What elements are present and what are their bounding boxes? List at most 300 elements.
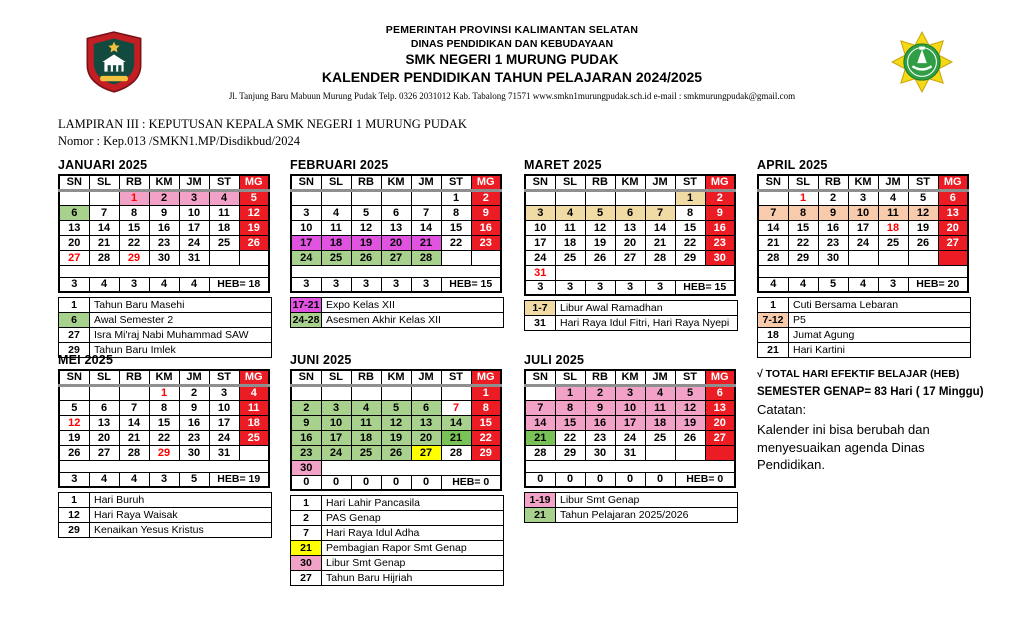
day-header-sl: SL: [788, 175, 818, 190]
day-header-rb: RB: [119, 370, 149, 385]
week-row: [758, 220, 968, 235]
date-cell: 28: [119, 445, 149, 460]
date-cell: 8: [149, 400, 179, 415]
date-cell: 21: [645, 235, 675, 250]
date-cell: 25: [321, 250, 351, 265]
date-cell: 2: [705, 190, 735, 205]
legend-table-juli-2025: [524, 492, 738, 523]
week-row: [291, 235, 501, 250]
month-juli-2025: [524, 353, 740, 523]
legend-text: Hari Kartini: [789, 343, 971, 358]
date-cell: 21: [119, 430, 149, 445]
legend-key: 6: [59, 313, 90, 328]
date-cell: 24: [291, 250, 321, 265]
count-cell: 3: [59, 472, 89, 487]
legend-key: 7-12: [758, 313, 789, 328]
count-cell: 3: [411, 277, 441, 292]
date-cell: 6: [381, 205, 411, 220]
count-cell: 4: [788, 277, 818, 292]
date-cell: 14: [525, 415, 555, 430]
legend-text: PAS Genap: [322, 511, 504, 526]
day-header-st: ST: [908, 175, 938, 190]
date-cell: 25: [645, 430, 675, 445]
date-cell: 20: [615, 235, 645, 250]
month-title: MARET 2025: [524, 158, 602, 172]
legend-key: 12: [59, 508, 90, 523]
date-cell: 31: [209, 445, 239, 460]
date-cell: 6: [938, 190, 968, 205]
legend-key: 17-21: [291, 298, 322, 313]
count-cell: 3: [555, 280, 585, 295]
date-cell: 25: [239, 430, 269, 445]
count-cell: 0: [645, 472, 675, 487]
date-cell: 24: [615, 430, 645, 445]
date-cell: 6: [411, 400, 441, 415]
week-row: [525, 235, 735, 250]
date-cell: 22: [471, 430, 501, 445]
empty-cell: [758, 190, 788, 205]
empty-cell: [411, 385, 441, 400]
week-row: [59, 430, 269, 445]
date-cell: 21: [525, 430, 555, 445]
legend-text: Tahun Baru Imlek: [90, 343, 272, 358]
calendar-table-januari-2025: [58, 174, 270, 293]
date-cell: 9: [818, 205, 848, 220]
empty-cell: [321, 385, 351, 400]
spacer-row: [758, 265, 968, 277]
week-row: [525, 400, 735, 415]
date-cell: 22: [441, 235, 471, 250]
date-cell: 19: [585, 235, 615, 250]
day-header-mg: MG: [705, 370, 735, 385]
date-cell: 15: [471, 415, 501, 430]
date-cell: 27: [938, 235, 968, 250]
letterhead: [182, 24, 842, 101]
week-row: [291, 250, 501, 265]
date-cell: 20: [411, 430, 441, 445]
calendar-table-april-2025: [757, 174, 969, 293]
month-title: APRIL 2025: [757, 158, 828, 172]
date-cell: 3: [848, 190, 878, 205]
day-header-jm: JM: [645, 175, 675, 190]
date-cell: 5: [585, 205, 615, 220]
date-cell: 16: [818, 220, 848, 235]
legend-row: [291, 526, 504, 541]
day-header-jm: JM: [179, 370, 209, 385]
legend-row: [59, 298, 272, 313]
month-title: MEI 2025: [58, 353, 114, 367]
day-header-sn: SN: [758, 175, 788, 190]
date-cell: 4: [321, 205, 351, 220]
legend-key: 1: [59, 298, 90, 313]
date-cell: 24: [321, 445, 351, 460]
heb-total-note: √ TOTAL HARI EFEKTIF BELAJAR (HEB): [757, 368, 960, 380]
legend-key: 7: [291, 526, 322, 541]
date-cell: 5: [381, 400, 411, 415]
count-cell: 5: [179, 472, 209, 487]
date-cell: 17: [179, 220, 209, 235]
empty-cell: [555, 190, 585, 205]
date-cell: 15: [119, 220, 149, 235]
day-header-st: ST: [209, 370, 239, 385]
week-row: [525, 415, 735, 430]
school-name: SMK NEGERI 1 MURUNG PUDAK: [405, 52, 619, 67]
school-logo-icon: [887, 30, 957, 99]
legend-key: 1: [59, 493, 90, 508]
empty-cell: [321, 190, 351, 205]
empty-cell: [411, 190, 441, 205]
count-cell: 0: [411, 475, 441, 490]
legend-key: 21: [525, 508, 556, 523]
date-cell: 26: [351, 250, 381, 265]
date-cell: 16: [705, 220, 735, 235]
legend-row: [758, 343, 971, 358]
month-mei-2025: [58, 353, 274, 538]
calendar-table-juni-2025: [290, 369, 502, 491]
count-cell: 0: [291, 475, 321, 490]
date-cell: 1: [149, 385, 179, 400]
legend-row: [525, 316, 738, 331]
date-cell: 13: [705, 400, 735, 415]
calendar-table-juli-2025: [524, 369, 736, 488]
empty-cell: [239, 250, 269, 265]
date-cell: 1: [471, 385, 501, 400]
day-header-mg: MG: [938, 175, 968, 190]
date-cell: 27: [381, 250, 411, 265]
date-cell: 14: [758, 220, 788, 235]
legend-table-februari-2025: [290, 297, 504, 328]
legend-text: Pembagian Rapor Smt Genap: [322, 541, 504, 556]
count-cell: 4: [848, 277, 878, 292]
month-title: JANUARI 2025: [58, 158, 148, 172]
day-header-rb: RB: [351, 175, 381, 190]
count-cell: 0: [615, 472, 645, 487]
month-title: JUNI 2025: [290, 353, 352, 367]
legend-text: Hari Lahir Pancasila: [322, 496, 504, 511]
spacer-row: [525, 460, 735, 472]
date-cell: 16: [585, 415, 615, 430]
date-cell: 27: [705, 430, 735, 445]
notes-panel: [757, 368, 987, 474]
date-cell: 28: [758, 250, 788, 265]
lampiran-block: [58, 116, 467, 150]
lampiran-line1: LAMPIRAN III : KEPUTUSAN KEPALA SMK NEGERI 1 MURUNG PUDAK: [58, 117, 467, 131]
date-cell: 9: [179, 400, 209, 415]
date-cell: 24: [209, 430, 239, 445]
day-header-sn: SN: [525, 175, 555, 190]
legend-table-maret-2025: [524, 300, 738, 331]
day-header-mg: MG: [471, 175, 501, 190]
date-cell: 13: [89, 415, 119, 430]
count-cell: 0: [351, 475, 381, 490]
date-cell: 12: [59, 415, 89, 430]
date-cell: 4: [351, 400, 381, 415]
date-cell: 17: [615, 415, 645, 430]
day-header-sn: SN: [291, 175, 321, 190]
date-cell: 10: [179, 205, 209, 220]
heb-cell: HEB= 18: [209, 277, 269, 292]
week-row: [525, 190, 735, 205]
date-cell: 21: [441, 430, 471, 445]
heb-cell: HEB= 20: [908, 277, 968, 292]
date-cell: 29: [788, 250, 818, 265]
legend-row: [758, 298, 971, 313]
empty-cell: [938, 250, 968, 265]
day-header-sl: SL: [89, 370, 119, 385]
week-row: [59, 190, 269, 205]
day-header-sl: SL: [321, 175, 351, 190]
date-cell: 6: [615, 205, 645, 220]
date-cell: 14: [645, 220, 675, 235]
date-cell: 18: [645, 415, 675, 430]
count-cell: 3: [615, 280, 645, 295]
date-cell: 11: [351, 415, 381, 430]
date-cell: 26: [585, 250, 615, 265]
day-header-sl: SL: [555, 370, 585, 385]
date-cell: 5: [239, 190, 269, 205]
date-cell: 10: [848, 205, 878, 220]
date-cell: 21: [411, 235, 441, 250]
date-cell: 8: [788, 205, 818, 220]
date-cell: 8: [119, 205, 149, 220]
count-cell: 4: [89, 472, 119, 487]
date-cell: 12: [239, 205, 269, 220]
empty-cell: [291, 190, 321, 205]
date-cell: 22: [555, 430, 585, 445]
calendar-table-maret-2025: [524, 174, 736, 296]
month-maret-2025: [524, 158, 740, 331]
date-cell: 17: [525, 235, 555, 250]
date-cell: 27: [89, 445, 119, 460]
date-cell: 1: [555, 385, 585, 400]
date-cell: 3: [179, 190, 209, 205]
day-header-st: ST: [675, 175, 705, 190]
date-cell: 30: [705, 250, 735, 265]
date-cell: 12: [585, 220, 615, 235]
date-cell: 11: [645, 400, 675, 415]
kalsel-province-logo-icon: [78, 30, 150, 99]
date-cell: 28: [411, 250, 441, 265]
date-cell: 23: [705, 235, 735, 250]
day-header-rb: RB: [351, 370, 381, 385]
week-row: [291, 220, 501, 235]
spacer-row: [59, 265, 269, 277]
date-cell: 6: [59, 205, 89, 220]
date-cell: 25: [878, 235, 908, 250]
date-cell: 11: [209, 205, 239, 220]
day-header-sl: SL: [89, 175, 119, 190]
empty-cell: [675, 445, 705, 460]
date-cell: 5: [675, 385, 705, 400]
legend-row: [291, 556, 504, 571]
date-cell: 30: [291, 460, 321, 475]
heb-cell: HEB= 0: [441, 475, 501, 490]
week-row: [525, 265, 735, 280]
calendar-table-mei-2025: [58, 369, 270, 488]
counts-row: [291, 475, 501, 490]
date-cell: 27: [615, 250, 645, 265]
count-cell: 3: [585, 280, 615, 295]
legend-row: [59, 508, 272, 523]
spacer-cell: [525, 460, 735, 472]
day-header-km: KM: [848, 175, 878, 190]
week-row: [291, 190, 501, 205]
count-cell: 3: [291, 277, 321, 292]
legend-row: [291, 298, 504, 313]
date-cell: 8: [555, 400, 585, 415]
empty-cell: [555, 265, 735, 280]
week-row: [525, 445, 735, 460]
empty-cell: [239, 445, 269, 460]
date-cell: 19: [675, 415, 705, 430]
department-line: DINAS PENDIDIKAN DAN KEBUDAYAAN: [410, 38, 614, 50]
government-line: PEMERINTAH PROVINSI KALIMANTAN SELATAN: [385, 24, 639, 36]
day-header-row: [59, 175, 269, 190]
week-row: [59, 205, 269, 220]
count-cell: 0: [585, 472, 615, 487]
date-cell: 6: [705, 385, 735, 400]
legend-key: 1: [758, 298, 789, 313]
week-row: [758, 250, 968, 265]
date-cell: 29: [119, 250, 149, 265]
date-cell: 9: [291, 415, 321, 430]
date-cell: 7: [645, 205, 675, 220]
date-cell: 16: [149, 220, 179, 235]
empty-cell: [525, 385, 555, 400]
spacer-row: [59, 460, 269, 472]
count-cell: 0: [525, 472, 555, 487]
date-cell: 5: [908, 190, 938, 205]
day-header-sn: SN: [59, 370, 89, 385]
legend-key: 21: [758, 343, 789, 358]
week-row: [525, 220, 735, 235]
week-row: [291, 205, 501, 220]
spacer-row: [291, 265, 501, 277]
day-header-jm: JM: [179, 175, 209, 190]
day-header-km: KM: [615, 175, 645, 190]
date-cell: 21: [89, 235, 119, 250]
day-header-st: ST: [675, 370, 705, 385]
date-cell: 16: [291, 430, 321, 445]
date-cell: 28: [645, 250, 675, 265]
date-cell: 30: [818, 250, 848, 265]
legend-text: Tahun Pelajaran 2025/2026: [556, 508, 738, 523]
legend-key: 27: [59, 328, 90, 343]
date-cell: 30: [149, 250, 179, 265]
date-cell: 12: [908, 205, 938, 220]
week-row: [758, 205, 968, 220]
date-cell: 29: [149, 445, 179, 460]
empty-cell: [848, 250, 878, 265]
legend-key: 2: [291, 511, 322, 526]
empty-cell: [908, 250, 938, 265]
day-header-jm: JM: [645, 370, 675, 385]
date-cell: 17: [848, 220, 878, 235]
date-cell: 9: [471, 205, 501, 220]
week-row: [59, 250, 269, 265]
date-cell: 29: [675, 250, 705, 265]
date-cell: 6: [89, 400, 119, 415]
date-cell: 3: [615, 385, 645, 400]
date-cell: 26: [908, 235, 938, 250]
spacer-cell: [291, 265, 501, 277]
date-cell: 2: [585, 385, 615, 400]
legend-table-juni-2025: [290, 495, 504, 586]
legend-row: [59, 523, 272, 538]
empty-cell: [441, 250, 471, 265]
date-cell: 8: [675, 205, 705, 220]
empty-cell: [585, 190, 615, 205]
date-cell: 24: [179, 235, 209, 250]
heb-cell: HEB= 15: [675, 280, 735, 295]
date-cell: 23: [585, 430, 615, 445]
date-cell: 17: [291, 235, 321, 250]
legend-text: Hari Raya Idul Fitri, Hari Raya Nyepi: [556, 316, 738, 331]
legend-row: [291, 541, 504, 556]
legend-row: [59, 328, 272, 343]
day-header-row: [291, 175, 501, 190]
count-cell: 3: [59, 277, 89, 292]
date-cell: 7: [119, 400, 149, 415]
day-header-km: KM: [615, 370, 645, 385]
date-cell: 10: [321, 415, 351, 430]
date-cell: 18: [239, 415, 269, 430]
empty-cell: [525, 190, 555, 205]
date-cell: 18: [209, 220, 239, 235]
legend-table-januari-2025: [58, 297, 272, 358]
date-cell: 15: [441, 220, 471, 235]
counts-row: [59, 472, 269, 487]
empty-cell: [209, 250, 239, 265]
date-cell: 9: [705, 205, 735, 220]
counts-row: [525, 280, 735, 295]
date-cell: 7: [411, 205, 441, 220]
month-title: FEBRUARI 2025: [290, 158, 389, 172]
legend-text: Tahun Baru Masehi: [90, 298, 272, 313]
day-header-row: [291, 370, 501, 385]
legend-row: [291, 511, 504, 526]
month-april-2025: [757, 158, 973, 358]
day-header-row: [525, 370, 735, 385]
legend-text: Jumat Agung: [789, 328, 971, 343]
counts-row: [525, 472, 735, 487]
date-cell: 11: [239, 400, 269, 415]
date-cell: 1: [441, 190, 471, 205]
semester-total-note: SEMESTER GENAP= 83 Hari ( 17 Minggu): [757, 386, 984, 398]
week-row: [59, 385, 269, 400]
heb-cell: HEB= 15: [441, 277, 501, 292]
day-header-sl: SL: [321, 370, 351, 385]
date-cell: 15: [149, 415, 179, 430]
legend-text: Hari Raya Idul Adha: [322, 526, 504, 541]
date-cell: 22: [149, 430, 179, 445]
date-cell: 9: [585, 400, 615, 415]
legend-text: Kenaikan Yesus Kristus: [90, 523, 272, 538]
date-cell: 28: [89, 250, 119, 265]
legend-row: [525, 301, 738, 316]
legend-key: 31: [525, 316, 556, 331]
date-cell: 3: [291, 205, 321, 220]
count-cell: 4: [179, 277, 209, 292]
date-cell: 11: [878, 205, 908, 220]
count-cell: 3: [525, 280, 555, 295]
legend-key: 29: [59, 343, 90, 358]
week-row: [525, 430, 735, 445]
date-cell: 13: [615, 220, 645, 235]
week-row: [59, 220, 269, 235]
counts-row: [59, 277, 269, 292]
empty-cell: [381, 385, 411, 400]
